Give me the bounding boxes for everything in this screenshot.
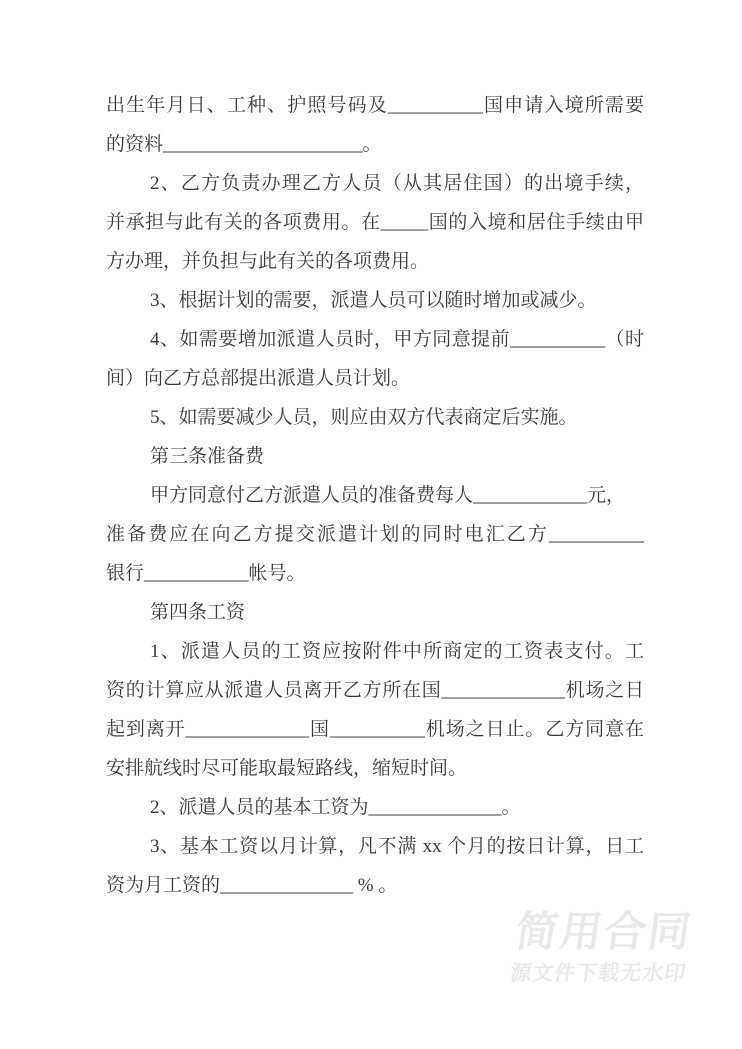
document-line: 1、派遣人员的工资应按附件中所商定的工资表支付。工 (150, 641, 644, 662)
document-line: 银行___________帐号。 (106, 563, 306, 584)
document-line: 3、基本工资以月计算，凡不满 xx 个月的按日计算，日工 (150, 836, 644, 857)
watermark-title: 简用合同 (512, 908, 696, 955)
document-line: 并承担与此有关的各项费用。在_____国的入境和居住手续由甲 (106, 212, 644, 233)
document-line: 的资料_____________________。 (106, 134, 382, 155)
watermark-subtitle: 源文件下载无水印 (508, 962, 688, 985)
document-body (106, 86, 644, 905)
document-line: 2、乙方负责办理乙方人员（从其居住国）的出境手续， (150, 173, 644, 194)
document-line: 方办理，并负担与此有关的各项费用。 (106, 251, 430, 272)
watermark (509, 908, 696, 986)
document-line: 4、如需要增加派遣人员时，甲方同意提前__________（时 (150, 329, 644, 350)
document-line: 3、根据计划的需要，派遣人员可以随时增加或减少。 (150, 290, 597, 311)
document-line: 出生年月日、工种、护照号码及__________国申请入境所需要 (106, 95, 644, 116)
document-line: 第三条准备费 (150, 446, 265, 467)
document-line: 安排航线时尽可能取最短路线，缩短时间。 (106, 758, 468, 779)
document-line: 2、派遣人员的基本工资为______________。 (150, 797, 521, 818)
document-line: 第四条工资 (150, 602, 246, 623)
document-line: 5、如需要减少人员，则应由双方代表商定后实施。 (150, 407, 578, 428)
document-line: 资的计算应从派遣人员离开乙方所在国_____________机场之日 (106, 680, 644, 701)
document-line: 起到离开_____________国__________机场之日止。乙方同意在 (106, 719, 644, 740)
document-line: 准备费应在向乙方提交派遣计划的同时电汇乙方__________ (106, 524, 644, 545)
document-line: 间）向乙方总部提出派遣人员计划。 (106, 368, 411, 389)
document-line: 甲方同意付乙方派遣人员的准备费每人____________元， (150, 485, 626, 506)
document-line: 资为月工资的______________ % 。 (106, 875, 398, 896)
